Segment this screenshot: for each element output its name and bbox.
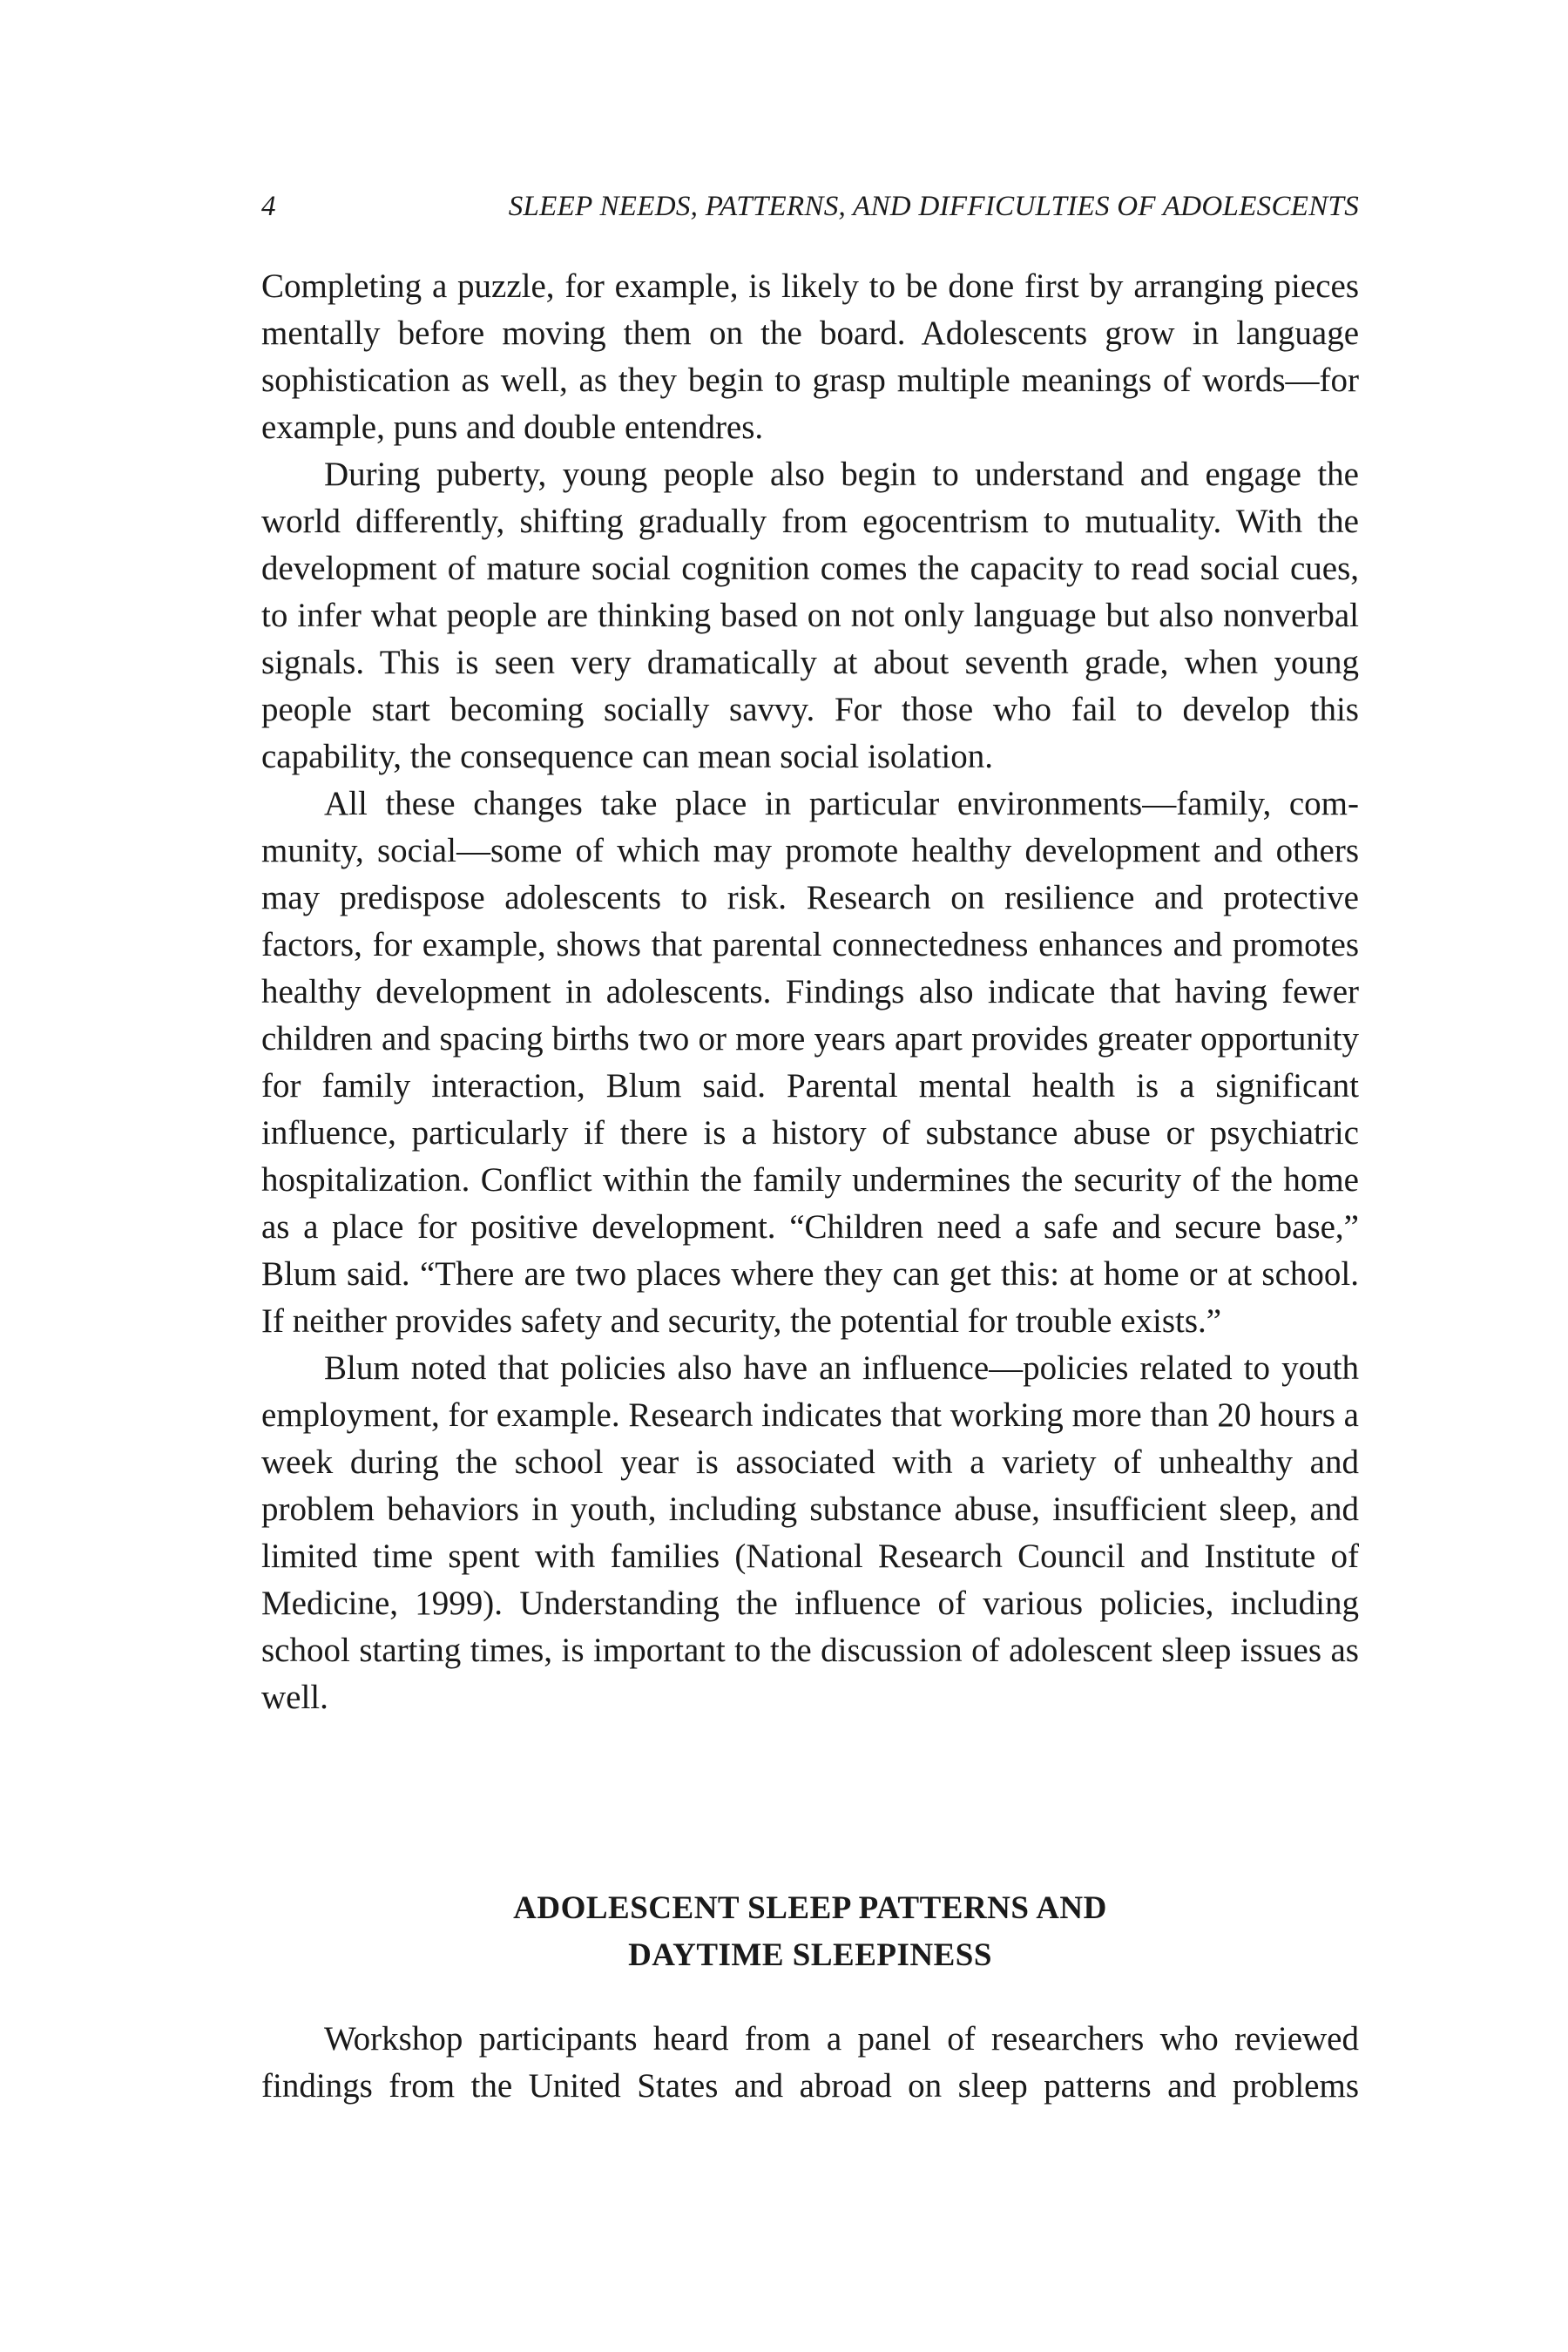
section-paragraph: Workshop participants heard from a panel of researchers who reviewed findings from the United States and abroad on sleep patterns and problems — [261, 2020, 1359, 2105]
paragraph-2: During puberty, young people also begin to understand and engage the world differently, shifting gradually from egocentrism to mutuality. With the development of mature social cognition comes the capacity to read social cues, to infer what people are thinking based on not only language but also nonverbal signals. This is seen very dramatically at about seventh grade, when young people start becoming socially savvy. For those who fail to develop this capability, the consequence can mean social isolation. — [261, 456, 1359, 775]
paragraph-4: Blum noted that policies also have an influence—policies related to youth employment, for example. Research indicates that working more than 20 hours a week during the school year is associated with a variety of unhealthy and problem behaviors in youth, including substance abuse, insufficient sleep, and limited time spent with families (National Research Council and Institute of Medicine, 1999). Understanding the influence of various policies, including school starting times, is important to the discussion of adolescent sleep issues as well. — [261, 1349, 1359, 1716]
section-heading — [261, 1885, 1359, 1979]
paragraph-1: Completing a puzzle, for example, is likely to be done first by arranging pieces mentally before moving them on the board. Adolescents grow in language sophistication as well, as they begin to grasp multiple meanings of words—for example, puns and double entendres. — [261, 267, 1359, 446]
body-text — [261, 263, 1359, 1721]
section-heading-line-1: ADOLESCENT SLEEP PATTERNS AND — [513, 1890, 1107, 1926]
running-head — [261, 185, 1359, 228]
section-heading-line-2: DAYTIME SLEEPINESS — [628, 1937, 992, 1973]
page-number: 4 — [261, 191, 276, 222]
section-text — [261, 2016, 1359, 2110]
running-title: SLEEP NEEDS, PATTERNS, AND DIFFICULTIES OF ADOLESCENTS — [508, 191, 1359, 222]
paragraph-3: All these changes take place in particular environments—family, community, social—some of which may promote healthy development and others may predispose adolescents to risk. Research on resilience and protective factors, for example, shows that parental connectedness enhances and promotes healthy development in adolescents. Findings also indicate that having fewer children and spacing births two or more years apart provides greater opportunity for family interaction, Blum said. Parental mental health is a significant influence, particularly if there is a history of substance abuse or psychiatric hospitalization. Conflict within the family undermines the security of the home as a place for positive development. “Children need a safe and secure base,” Blum said. “There are two places where they can get this: at home or at school. If neither provides safety and security, the potential for trouble exists.” — [261, 785, 1359, 1340]
